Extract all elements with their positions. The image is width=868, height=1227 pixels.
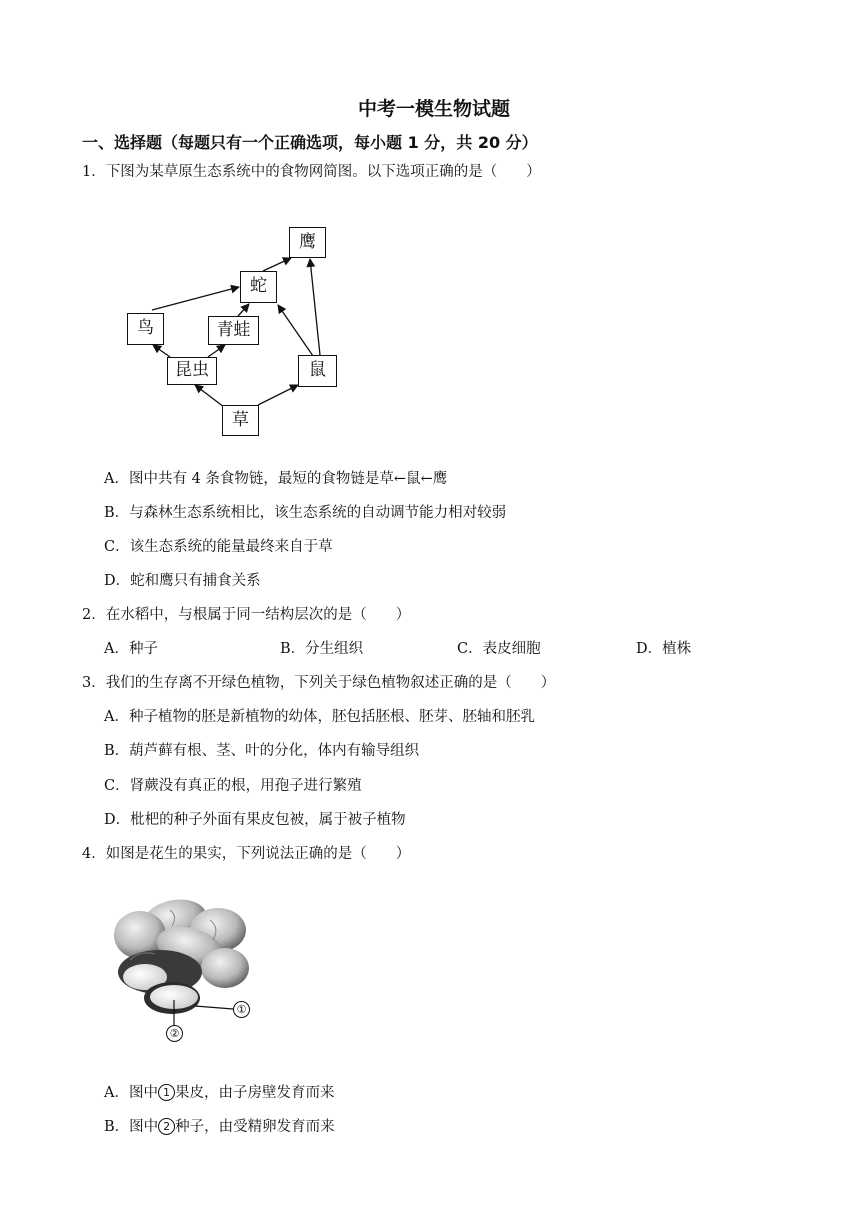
q1-option-b[interactable]	[104, 501, 506, 522]
q2-option-c[interactable]	[457, 637, 541, 658]
node-frog: 青蛙	[208, 316, 259, 345]
option-text: 与森林生态系统相比，该生态系统的自动调节能力相对较弱	[129, 505, 507, 521]
option-text: 种子，由受精卵发育而来	[175, 1119, 335, 1135]
node-bird: 鸟	[127, 313, 164, 345]
question-number: 3．	[82, 675, 106, 691]
option-text: 植株	[662, 641, 692, 657]
node-snake: 蛇	[240, 271, 277, 303]
question-number: 1．	[82, 164, 106, 180]
question-number: 2．	[82, 607, 106, 623]
option-label: D．	[636, 641, 663, 657]
peanut-figure	[100, 880, 270, 1045]
option-label: B．	[104, 743, 130, 759]
q3-option-a[interactable]	[104, 705, 535, 726]
node-grass: 草	[222, 405, 259, 436]
question-number: 4．	[82, 846, 106, 862]
option-prefix: 图中	[129, 1119, 159, 1135]
arrow-mouse-eagle	[310, 259, 320, 355]
option-label: B．	[104, 1119, 130, 1135]
question-4-stem	[82, 842, 410, 863]
arrow-insect-frog	[208, 345, 225, 357]
option-label: A．	[104, 709, 129, 725]
option-text: 蛇和鹰只有捕食关系	[130, 573, 261, 589]
option-text: 表皮细胞	[482, 641, 541, 657]
arrow-frog-snake	[238, 304, 249, 316]
arrow-grass-insect	[195, 385, 224, 407]
option-label: D．	[104, 573, 131, 589]
option-text: 该生态系统的能量最终来自于草	[129, 539, 333, 555]
option-text: 分生组织	[305, 641, 364, 657]
question-3-stem	[82, 671, 555, 692]
q1-option-d[interactable]	[104, 569, 261, 590]
q4-option-b[interactable]	[104, 1115, 335, 1136]
section-heading: 一、选择题（每题只有一个正确选项，每小题 1 分，共 20 分）	[82, 133, 538, 152]
option-label: C．	[457, 641, 483, 657]
option-label: B．	[104, 505, 130, 521]
option-label: C．	[104, 539, 130, 555]
label-2	[166, 1023, 183, 1042]
option-label: D．	[104, 812, 131, 828]
arrow-snake-eagle	[263, 258, 291, 271]
question-text: 在水稻中，与根属于同一结构层次的是（ ）	[105, 607, 411, 623]
node-eagle: 鹰	[289, 227, 326, 258]
label-1	[233, 999, 250, 1018]
label-1-text: ①	[233, 1001, 250, 1018]
q3-option-d[interactable]	[104, 808, 406, 829]
question-2-stem	[82, 603, 410, 624]
option-text: 种子	[128, 641, 158, 657]
label-2-text: ②	[166, 1025, 183, 1042]
node-insect: 昆虫	[167, 357, 217, 385]
q2-option-a[interactable]	[104, 637, 158, 658]
option-text: 肾蕨没有真正的根，用孢子进行繁殖	[129, 778, 362, 794]
arrow-grass-mouse	[258, 385, 298, 405]
arrow-bird-snake	[152, 287, 239, 310]
q4-option-a[interactable]	[104, 1081, 334, 1102]
option-label: A．	[104, 471, 129, 487]
option-text: 图中共有 4 条食物链，最短的食物链是草←鼠←鹰	[128, 471, 448, 487]
option-label: A．	[104, 1085, 129, 1101]
food-web-arrows	[0, 0, 868, 460]
node-mouse: 鼠	[298, 355, 337, 387]
question-text: 我们的生存离不开绿色植物，下列关于绿色植物叙述正确的是（ ）	[105, 675, 556, 691]
option-text: 枇杷的种子外面有果皮包被，属于被子植物	[130, 812, 406, 828]
option-text: 种子植物的胚是新植物的幼体，胚包括胚根、胚芽、胚轴和胚乳	[128, 709, 535, 725]
q2-option-b[interactable]	[280, 637, 363, 658]
q3-option-b[interactable]	[104, 739, 419, 760]
arrow-mouse-snake	[278, 305, 313, 356]
q2-option-d[interactable]	[636, 637, 691, 658]
q1-option-c[interactable]	[104, 535, 333, 556]
peanut-illustration	[100, 880, 270, 1045]
option-prefix: 图中	[128, 1085, 158, 1101]
page-title: 中考一模生物试题	[357, 98, 510, 120]
option-label: A．	[104, 641, 129, 657]
option-text: 果皮，由子房壁发育而来	[174, 1085, 335, 1101]
question-text: 下图为某草原生态系统中的食物网简图。以下选项正确的是（ ）	[105, 164, 541, 180]
option-text: 葫芦藓有根、茎、叶的分化，体内有输导组织	[129, 743, 420, 759]
option-mark: 1	[158, 1084, 175, 1101]
question-text: 如图是花生的果实，下列说法正确的是（ ）	[105, 846, 411, 862]
arrow-insect-bird	[153, 345, 170, 357]
food-web-diagram	[0, 0, 868, 460]
option-mark: 2	[158, 1118, 175, 1135]
q1-option-a[interactable]	[104, 467, 447, 488]
option-label: C．	[104, 778, 130, 794]
option-label: B．	[280, 641, 306, 657]
q3-option-c[interactable]	[104, 774, 362, 795]
